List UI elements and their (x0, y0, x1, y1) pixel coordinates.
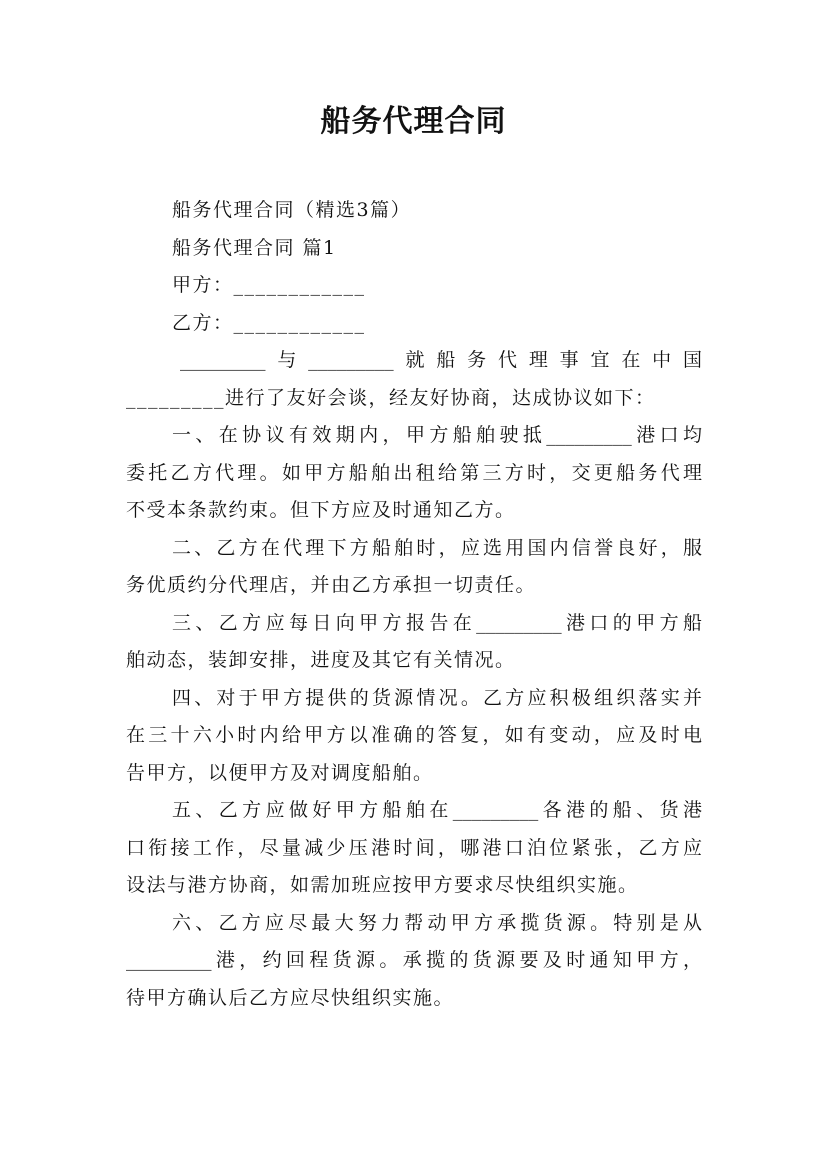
clause-2-line: 务优质约分代理店，并由乙方承担一切责任。 (126, 574, 537, 596)
clause-2-line: 二、乙方在代理下方船舶时，应选用国内信誉良好，服 (172, 536, 702, 559)
clause-6-line: 待甲方确认后乙方应尽快组织实施。 (126, 986, 455, 1009)
clause-6-line: 六、乙方应尽最大努力帮动甲方承揽货源。特别是从 (172, 911, 702, 934)
section-heading: 船务代理合同 篇1 (172, 236, 337, 259)
clause-4-line: 四、对于甲方提供的货源情况。乙方应积极组织落实并 (172, 686, 702, 709)
clause-1-line: 一、在协议有效期内，甲方船舶驶抵_________港口均 (172, 424, 702, 446)
paragraph-line: _________进行了友好会谈，经友好协商，达成协议如下： (126, 386, 656, 409)
document-title: 船务代理合同 (320, 104, 507, 139)
clause-3-line: 舶动态，装卸安排，进度及其它有关情况。 (126, 649, 516, 671)
clause-3-line: 三、乙方应每日向甲方报告在_________港口的甲方船 (172, 611, 702, 634)
clause-6-line: _________港，约回程货源。承揽的货源要及时通知甲方， (126, 949, 702, 971)
clause-4-line: 在三十六小时内给甲方以准确的答复，如有变动，应及时电 (126, 724, 702, 746)
paragraph-line: _________与_________就船务代理事宜在中国 (180, 349, 702, 371)
clause-1-line: 委托乙方代理。如甲方船舶出租给第三方时，交更船务代理 (126, 461, 702, 484)
clause-4-line: 告甲方，以便甲方及对调度船舶。 (126, 761, 434, 784)
clause-5-line: 五、乙方应做好甲方船舶在_________各港的船、货港 (172, 799, 702, 821)
subtitle-line: 船务代理合同（精选3篇） (172, 199, 412, 221)
party-b-line: 乙方：____________ (172, 311, 366, 334)
clause-5-line: 口衔接工作，尽量减少压港时间，哪港口泊位紧张，乙方应 (126, 836, 702, 859)
clause-1-line: 不受本条款约束。但下方应及时通知乙方。 (126, 499, 516, 521)
party-a-line: 甲方：____________ (172, 274, 366, 296)
document-body (126, 192, 702, 1017)
clause-5-line: 设法与港方协商，如需加班应按甲方要求尽快组织实施。 (126, 874, 639, 896)
